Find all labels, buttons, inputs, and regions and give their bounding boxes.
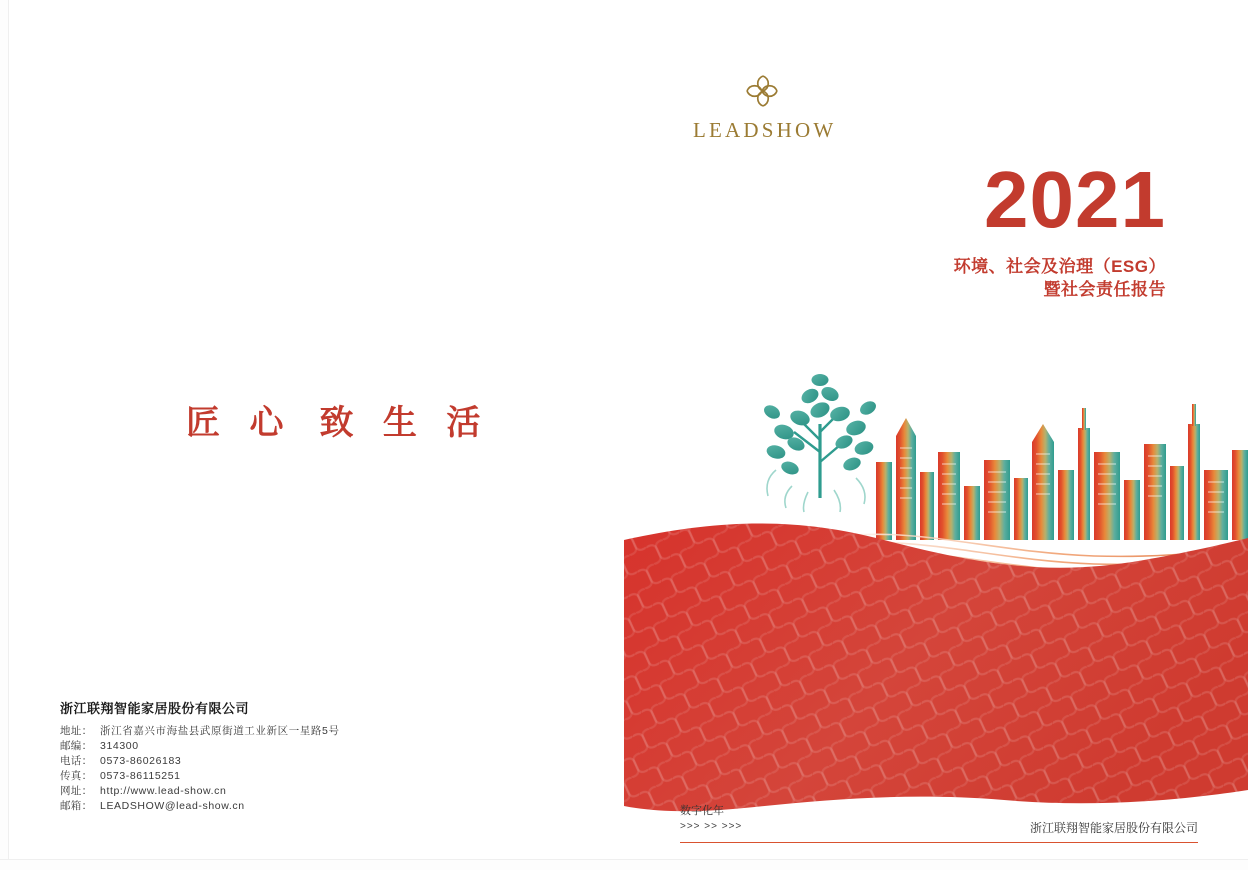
footer-arrows: >>> >> >>> [680, 821, 743, 832]
company-contact-block [60, 698, 340, 814]
slogan-part-1: 匠 心 [186, 404, 294, 442]
contact-email-label: 邮箱： [60, 800, 93, 812]
contact-fax-label: 传真： [60, 770, 93, 782]
cover-slogan [186, 395, 490, 444]
cover-footer [624, 798, 1248, 848]
contact-address [60, 724, 340, 739]
tree-graphic [762, 374, 879, 512]
contact-postcode [60, 739, 340, 754]
company-name: 浙江联翔智能家居股份有限公司 [60, 701, 250, 716]
footer-left-label: 数字化年 [680, 805, 724, 817]
page-title [954, 255, 1166, 301]
contact-fax [60, 769, 340, 784]
contact-website[interactable] [60, 784, 340, 799]
contact-postcode-label: 邮编： [60, 740, 93, 752]
contact-postcode-value: 314300 [100, 740, 139, 752]
slogan-part-2: 致 生 活 [319, 404, 491, 442]
footer-divider [680, 842, 1198, 844]
brand-logo [693, 70, 837, 143]
footer-left-block [680, 804, 742, 834]
contact-address-value: 浙江省嘉兴市海盐县武原街道工业新区一星路5号 [100, 725, 340, 737]
skyline-graphic [876, 404, 1248, 540]
contact-website-value[interactable]: http://www.lead-show.cn [100, 785, 227, 797]
page-left-edge [0, 0, 9, 870]
contact-address-label: 地址： [60, 725, 93, 737]
cover-year: 2021 [984, 155, 1166, 244]
contact-email[interactable] [60, 799, 340, 814]
contact-phone [60, 754, 340, 769]
contact-email-value[interactable]: LEADSHOW@lead-show.cn [100, 800, 245, 812]
footer-company-name: 浙江联翔智能家居股份有限公司 [1029, 821, 1198, 835]
report-title-line-1: 环境、社会及治理（ESG） [953, 257, 1166, 276]
contact-phone-label: 电话： [60, 755, 93, 767]
page-bottom-edge [0, 859, 1248, 870]
contact-phone-value: 0573-86026183 [100, 755, 182, 767]
leadshow-knot-logo-icon [740, 70, 786, 116]
brand-logo-text: LEADSHOW [693, 118, 837, 142]
report-title-line-2: 暨社会责任报告 [1043, 280, 1166, 299]
contact-website-label: 网址： [60, 785, 93, 797]
contact-fax-value: 0573-86115251 [100, 770, 181, 782]
red-wave-graphic [624, 500, 1248, 830]
